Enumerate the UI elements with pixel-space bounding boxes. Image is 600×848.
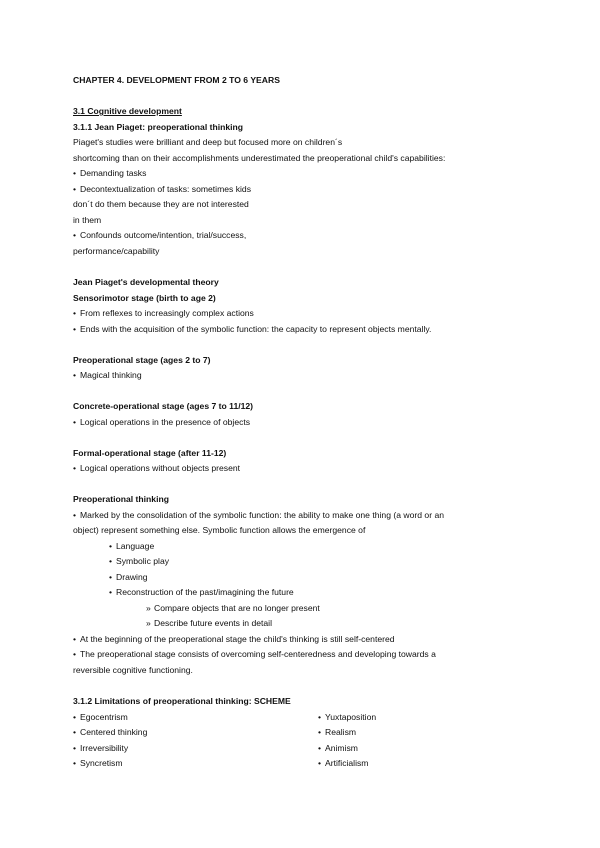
limitation-item: • Syncretism [73, 758, 123, 769]
stage-title-preoperational: Preoperational stage (ages 2 to 7) [73, 355, 211, 365]
chapter-title: CHAPTER 4. DEVELOPMENT FROM 2 TO 6 YEARS [73, 75, 280, 85]
critique-item: • Decontextualization of tasks: sometimes kids [73, 184, 251, 195]
critique-line: performance/capability [73, 246, 160, 256]
emergence-item: • Symbolic play [109, 556, 169, 567]
limitation-item: • Realism [318, 727, 356, 738]
stage-item: • Magical thinking [73, 370, 142, 381]
preop-thinking-line: object) represent something else. Symbolic function allows the emergence of [73, 525, 366, 535]
limitation-item: • Egocentrism [73, 712, 128, 723]
emergence-item: • Language [109, 541, 154, 552]
preop-thinking-line: • Marked by the consolidation of the symbolic function: the ability to make one thing (a word or an [73, 510, 444, 521]
limitation-item: • Artificialism [318, 758, 368, 769]
critique-line: don´t do them because they are not interested [73, 199, 249, 209]
preop-thinking-line: • The preoperational stage consists of overcoming self-centeredness and developing towards a [73, 649, 436, 660]
critique-line: in them [73, 215, 102, 225]
preop-thinking-line: • At the beginning of the preoperational stage the child's thinking is still self-centered [73, 634, 395, 645]
limitation-item: • Animism [318, 743, 358, 754]
preop-thinking-line: reversible cognitive functioning. [73, 665, 193, 675]
critique-item: • Demanding tasks [73, 168, 146, 179]
section-heading-cognitive: 3.1 Cognitive development [73, 106, 182, 116]
section-heading-piaget: 3.1.1 Jean Piaget: preoperational thinking [73, 122, 244, 132]
theory-heading: Jean Piaget's developmental theory [73, 277, 219, 287]
stage-item: • From reflexes to increasingly complex actions [73, 308, 254, 319]
stage-title-formal: Formal-operational stage (after 11-12) [73, 448, 227, 458]
limitation-item: • Centered thinking [73, 727, 147, 738]
section-heading-limitations: 3.1.2 Limitations of preoperational thinking: SCHEME [73, 696, 291, 706]
reconstruction-subitem: » Compare objects that are no longer present [146, 603, 320, 614]
stage-title-sensorimotor: Sensorimotor stage (birth to age 2) [73, 293, 216, 303]
reconstruction-subitem: » Describe future events in detail [146, 618, 272, 629]
intro-line: shortcoming than on their accomplishments underestimated the preoperational child's capabilities: [73, 153, 446, 163]
limitation-item: • Yuxtaposition [318, 712, 376, 723]
critique-item: • Confounds outcome/intention, trial/success, [73, 230, 246, 241]
emergence-item: • Drawing [109, 572, 148, 583]
limitation-item: • Irreversibility [73, 743, 128, 754]
stage-item: • Logical operations without objects present [73, 463, 240, 474]
intro-line: Piaget's studies were brilliant and deep but focused more on children´s [73, 137, 343, 147]
emergence-item: • Reconstruction of the past/imagining the future [109, 587, 294, 598]
stage-item: • Ends with the acquisition of the symbolic function: the capacity to represent objects mentally. [73, 324, 431, 335]
preop-thinking-heading: Preoperational thinking [73, 494, 169, 504]
stage-item: • Logical operations in the presence of objects [73, 417, 250, 428]
stage-title-concrete: Concrete-operational stage (ages 7 to 11/12) [73, 401, 254, 411]
